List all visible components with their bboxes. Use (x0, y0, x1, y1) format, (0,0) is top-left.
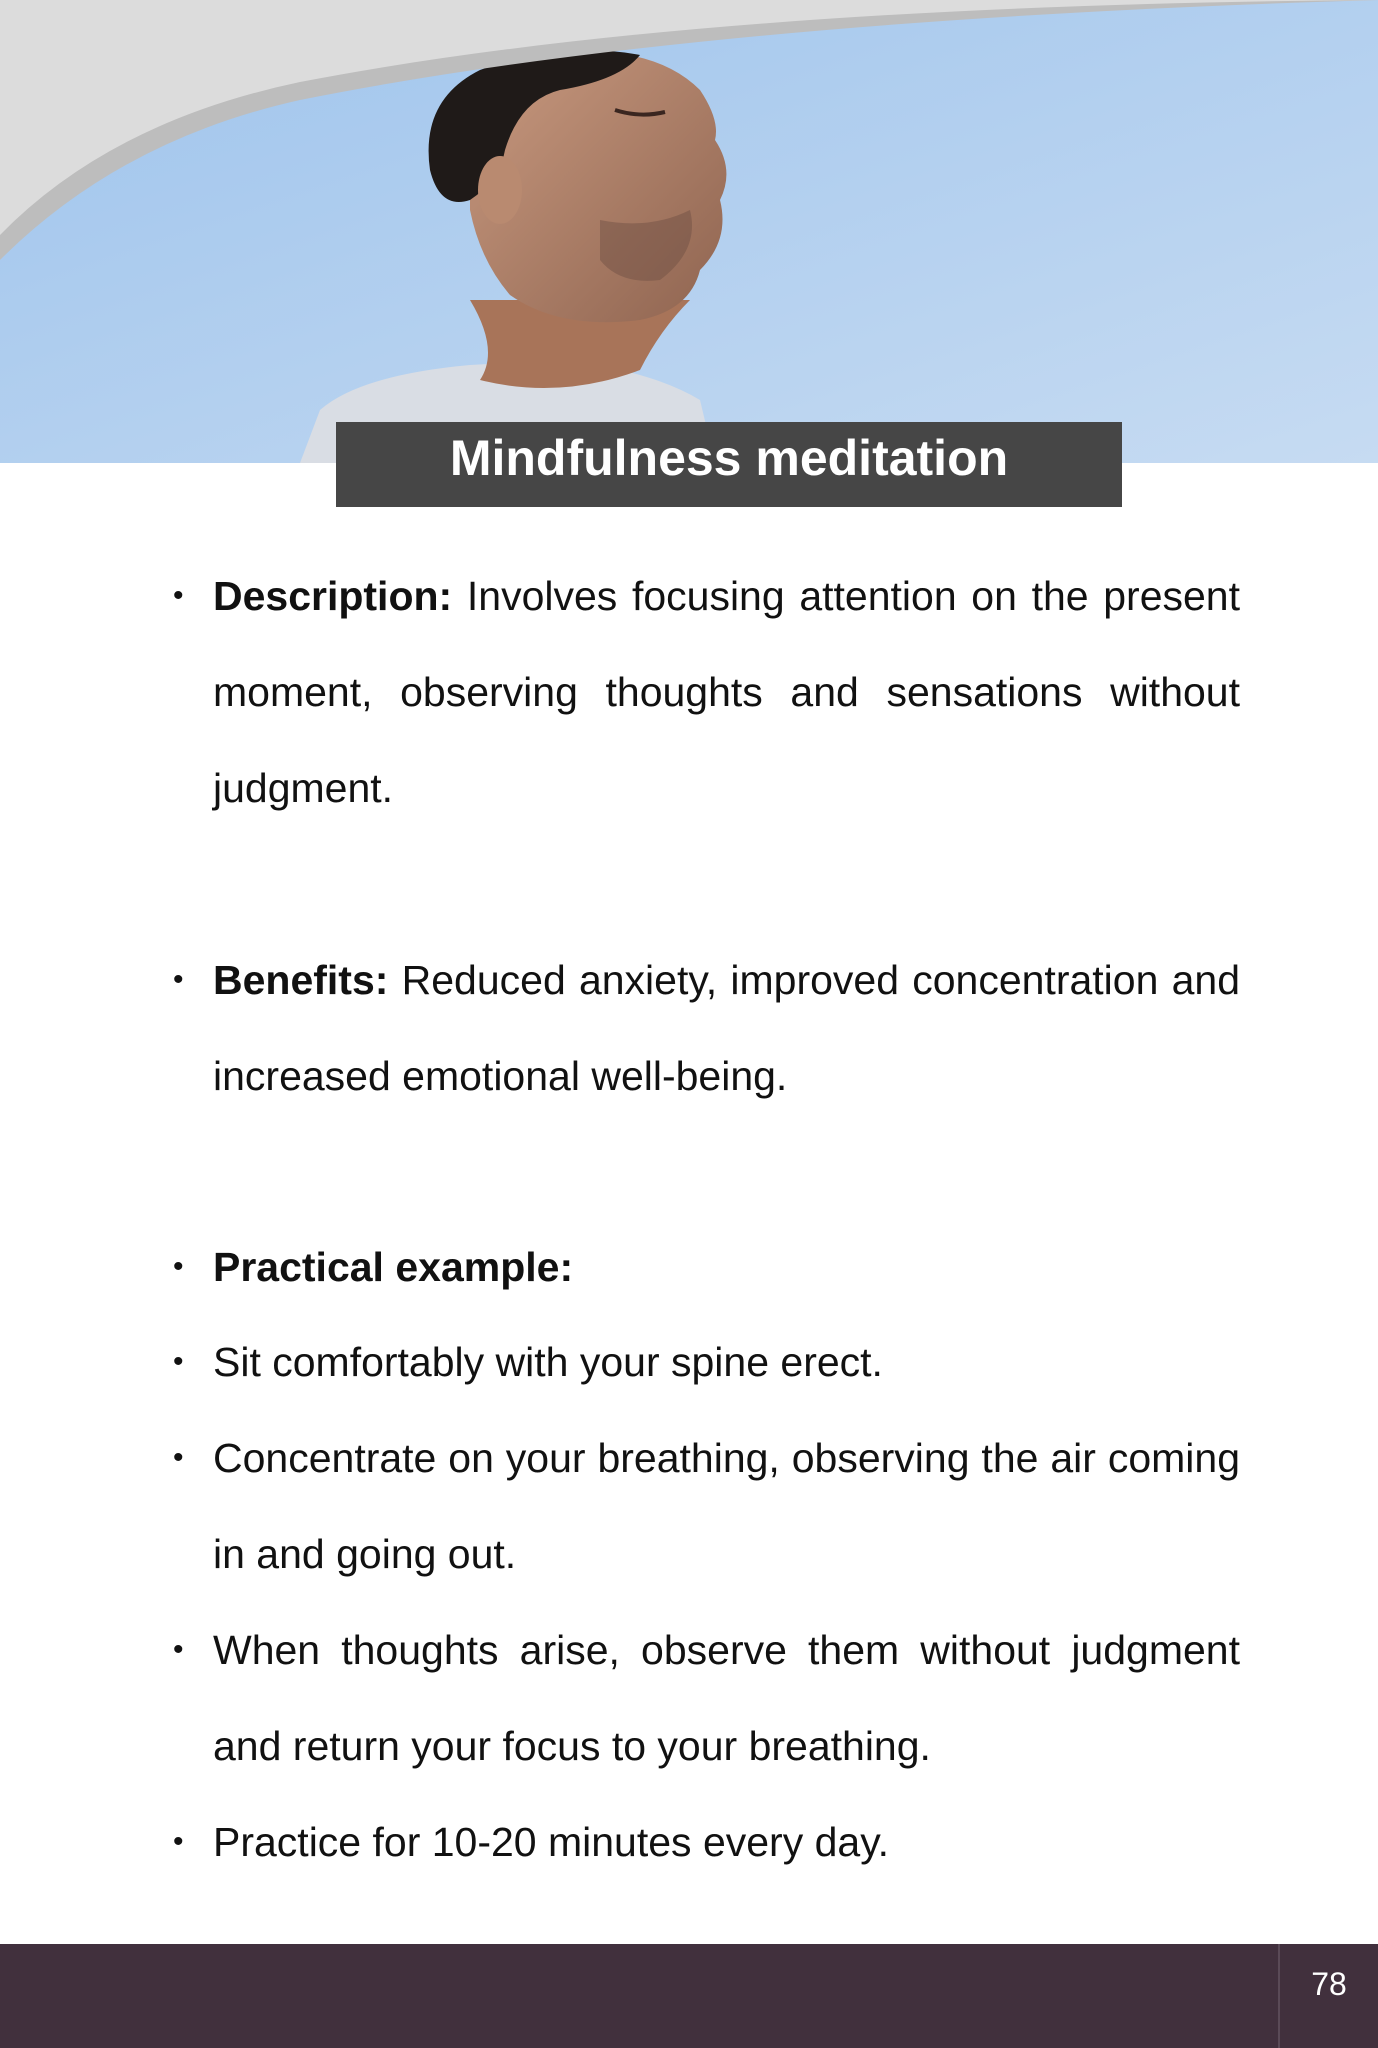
bullet-icon: • (173, 963, 184, 996)
list-item-step (165, 1794, 1240, 1890)
bullet-icon: • (173, 579, 184, 612)
list-item-text: Sit comfortably with your spine erect. (213, 1339, 883, 1385)
bullet-icon: • (173, 1825, 184, 1858)
bullet-icon: • (173, 1345, 184, 1378)
item-body: Reduced anxiety, improved concentration and increased emotional well-being. (213, 957, 1240, 1099)
list-item-description (165, 548, 1240, 836)
item-body: Involves focusing attention on the present moment, observing thoughts and sensations without judgment. (213, 573, 1240, 811)
bullet-icon: • (173, 1441, 184, 1474)
list-item-step (165, 1602, 1240, 1794)
list-item-text: Concentrate on your breathing, observing the air coming in and going out. (213, 1435, 1240, 1577)
page-footer (0, 1944, 1378, 2048)
ear-shape (478, 156, 522, 224)
page-number: 78 (1311, 1966, 1347, 2002)
hero-photo (0, 0, 1378, 463)
list-item-text (213, 932, 1240, 1124)
list-item-text (213, 1219, 1240, 1315)
bullet-icon: • (173, 1250, 184, 1283)
list-item-benefits (165, 932, 1240, 1124)
item-label: Benefits: (213, 957, 389, 1003)
list-item-practical-example (165, 1219, 1240, 1315)
section-title: Mindfulness meditation (449, 430, 1009, 486)
item-label: Description: (213, 573, 453, 619)
list-item-text: Practice for 10-20 minutes every day. (213, 1819, 890, 1865)
bullet-icon: • (173, 1633, 184, 1666)
list-item-step (165, 1314, 1240, 1410)
list-item-step (165, 1410, 1240, 1602)
list-item-text: When thoughts arise, observe them without judgment and return your focus to your breathing. (213, 1627, 1240, 1769)
item-label: Practical example: (213, 1244, 574, 1290)
section-title-banner (336, 422, 1122, 507)
list-item-text (213, 548, 1240, 836)
